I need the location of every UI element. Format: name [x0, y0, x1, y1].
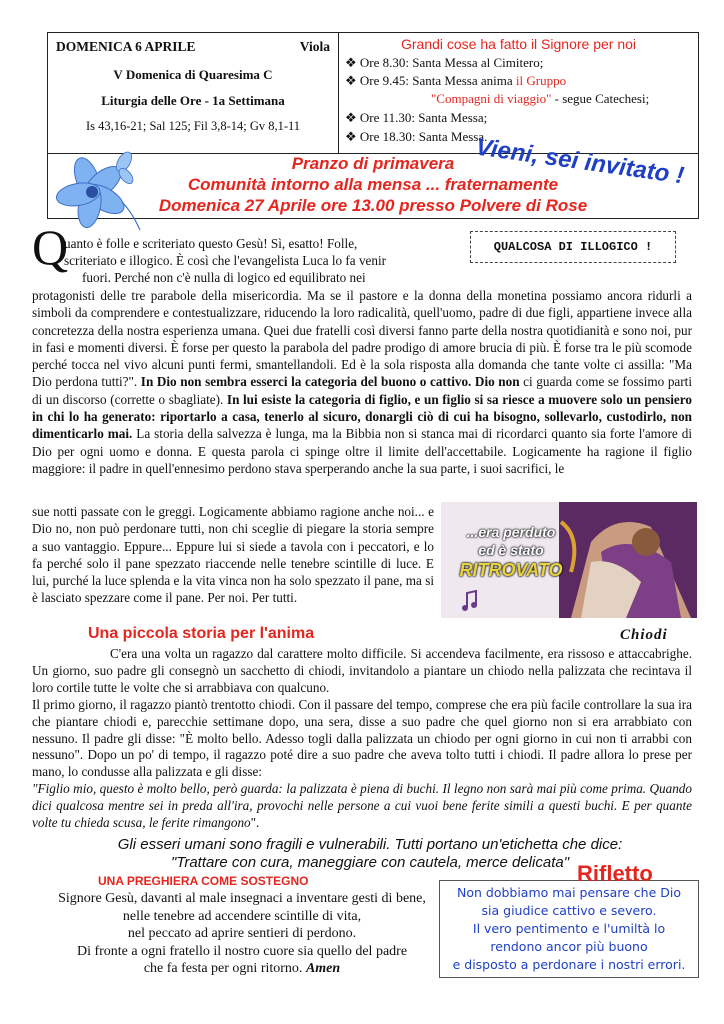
story-paragraph: Il primo giorno, il ragazzo piantò trentotto chiodi. Con il passare del tempo, comprese che era più facile controllare la sua ira che piantare chiodi e, parecchie settimane dopo, una sera, disse a suo padre che quel giorno non si era arrabbiato con nessuno. Il padre gli disse: "È molto bello. Adesso togli dalla palizzata un chiodo per ogni giorno in cui non ti arrabbi con nessuno". Dopo un po' di tempo, il ragazzo poté dire a suo padre che aveva tolto tutti i chiodi. Il padre allora lo prese per mano, lo condusse alla palizzata e gli disse:	[32, 697, 692, 780]
event-date: Domenica 27 Aprile ore 13.00 presso Polvere di Rose	[158, 196, 588, 215]
event-title: Pranzo di primavera	[291, 154, 455, 173]
mass-item: ❖ Ore 8.30: Santa Messa al Cimitero;	[345, 55, 544, 70]
image-caption: ed è stato	[478, 542, 544, 558]
article-intro-line: uanto è folle e scriteriato questo Gesù! Sì, esatto! Folle,	[64, 236, 358, 251]
mass-text: Santa Messa.	[418, 129, 488, 144]
reflection-line: Non dobbiamo mai pensare che Dio	[456, 885, 681, 900]
mass-item: ❖ Ore 11.30: Santa Messa;	[345, 110, 488, 125]
day-label: DOMENICA 6 APRILE	[56, 39, 196, 54]
prayer-amen: Amen	[305, 961, 341, 976]
drop-cap: Q	[32, 219, 69, 275]
article-text: La storia della salvezza è lunga, ma la Bibbia non si stanca mai di ricordarci quanto sia forte l'amore di Dio per ogni uomo e donna. E questa parola ci spinge oltre il limite dell'accettabile. Logicamente ha ragione il figlio maggiore: il padre in quell'ennesimo perdono stava sperperando anche la sua parte, i suoi sacrifici, le	[32, 426, 693, 476]
prayer-text	[52, 890, 432, 978]
music-note-icon	[461, 590, 479, 612]
story-paragraph: C'era una volta un ragazzo dal carattere molto difficile. Si accendeva facilmente, era rissoso e attaccabrighe. Un giorno, suo padre gli consegnò un sacchetto di chiodi, invitandolo a piantare un chiodo nella palizzata che recintava il loro cortile tutte le volte che si arrabbiava con qualcuno.	[32, 646, 692, 695]
article-intro-line: scriteriato e illogico. È così che l'evangelista Luca lo fa venir	[64, 253, 387, 268]
mass-time: Ore 8.30:	[359, 55, 410, 70]
article-body	[32, 287, 692, 477]
mass-item-continuation	[431, 91, 649, 107]
liturgy-panel	[48, 33, 339, 153]
mass-time: Ore 18.30:	[359, 129, 416, 144]
header-box	[47, 32, 699, 154]
article-emphasis: In Dio non sembra esserci la categoria del buono o cattivo. Dio non	[137, 374, 520, 390]
prayer-last-line: che fa festa per ogni ritorno.	[143, 961, 303, 976]
mass-item: ❖ Ore 9.45: Santa Messa anima il Gruppo	[345, 73, 567, 88]
group-title: "Compagni di viaggio"	[431, 91, 552, 106]
mass-title: Grandi cose ha fatto il Signore per noi	[400, 36, 637, 52]
prayer-line	[52, 960, 432, 978]
mass-text: Santa Messa al Cimitero;	[412, 55, 544, 70]
mass-time: Ore 11.30:	[359, 110, 416, 125]
prayer-line: Di fronte a ogni fratello il nostro cuore sia quello del padre	[76, 943, 408, 959]
invitation-callout: Vieni, sei invitato !	[474, 133, 686, 190]
prodigal-son-image	[441, 502, 697, 618]
story-quote	[32, 781, 692, 831]
reflection-box	[439, 880, 699, 978]
reflection-line: Il vero pentimento e l'umiltà lo	[472, 921, 666, 936]
sunday-name: V Domenica di Quaresima C	[113, 67, 273, 82]
liturgical-color: Viola	[299, 39, 330, 54]
story-subtitle: Chiodi	[620, 627, 668, 643]
quote-end: ".	[250, 814, 260, 830]
article-text: ci guarda come se fossimo parti di un discorso (corrette o sbagliate).	[32, 374, 692, 407]
prayer-line: nel peccato ad aprire sentieri di perdono.	[127, 926, 357, 941]
reflection-line: rendono ancor più buono	[490, 939, 648, 954]
prayer-line: Signore Gesù, davanti al male insegnaci a inventare gesti di bene,	[58, 891, 426, 906]
group-name: il Gruppo	[515, 73, 567, 88]
article-text: protagonisti delle tre parabole della misericordia. Ma se il pastore e la donna della monetina possiamo ancora ridurli a simboli da comprendere e contestualizzare, riducendo la loro radicalità, quell'uomo, padre di due figli, appartiene invece alla concretezza della nostra esperienza umana. Quei due fratelli così diversi fanno parte della nostra quotidianità e sono noi, pur in fasi e momenti diversi. È forse per questo la parabola del padre prodigo di amore brucia di più. È forse tra le più scomode perché tocca nel vivo alcuni punti fermi, smantellandoli. Ed è la sola risposta alla domanda che tante volte ci assilla: "Ma Dio perdona tutti?".	[32, 288, 692, 390]
prayer-line: nelle tenebre ad accendere scintille di vita,	[122, 908, 362, 924]
fragility-line: Gli esseri umani sono fragili e vulnerabili. Tutti portano un'etichetta che dice:	[117, 836, 623, 853]
mass-item: ❖ Ore 18.30: Santa Messa.	[345, 129, 488, 144]
mass-text: Santa Messa anima	[412, 73, 516, 88]
event-subtitle: Comunità intorno alla mensa ... fraternamente	[187, 175, 559, 194]
article-emphasis: In lui esiste la categoria di figlio, e un figlio si sa riesce a muovere solo un pensiero in chi lo ha generato: riportarlo a casa, tenerlo al sicuro, donargli ciò di cui ha bisogno, sollevarlo, custodirlo, non dimenticarlo mai.	[32, 391, 692, 442]
mass-panel	[339, 33, 698, 153]
mass-time: Ore 9.45:	[359, 73, 410, 88]
prayer-title: UNA PREGHIERA COME SOSTEGNO	[98, 874, 309, 888]
reflection-title: Rifletto	[577, 861, 653, 886]
story-title: Una piccola storia per l'anima	[88, 625, 315, 642]
image-caption-highlight: RITROVATO	[459, 560, 563, 580]
article-intro-line: fuori. Perché non c'è nulla di logico ed equilibrato nei	[82, 270, 366, 285]
readings: Is 43,16-21; Sal 125; Fil 3,8-14; Gv 8,1-11	[85, 119, 301, 133]
catechesis-note: - segue Catechesi;	[551, 91, 650, 106]
reflection-text	[440, 881, 698, 974]
mass-text: Santa Messa;	[418, 110, 488, 125]
image-caption: ...era perduto	[466, 524, 556, 540]
reflection-line: e disposto a perdonare i nostri errori.	[452, 957, 686, 972]
reflection-line: sia giudice cattivo e severo.	[481, 903, 657, 918]
fragility-label: "Trattare con cura, maneggiare con cautela, merce delicata"	[170, 854, 570, 871]
article-body-continued: sue notti passate con le greggi. Logicamente abbiamo ragione anche noi... e Dio no, non può perdonare tutti, non chi sceglie di piegare la storia sempre a suo vantaggio. Eppure... Eppure lui si siede a tavola con i peccatori, e lo fa perché solo il pane spezzato riaccende nelle tenebre scintille di luce. E lui, purché la luce splenda e la vita vinca non ha solo spezzato il pane, ma si è lasciato spezzare come il pane. Per noi. Per tutti.	[32, 504, 434, 606]
father-quote: "Figlio mio, questo è molto bello, però guarda: la palizzata è piena di buchi. Il legno non sarà mai più come prima. Quando dici qualcosa mentre sei in preda all'ira, provochi nelle persone a cui vuoi bene ferite simili a questi buchi. E per quante volte tu chieda scusa, le ferite rimangono	[32, 781, 692, 830]
article-title: QUALCOSA DI ILLOGICO !	[470, 231, 676, 263]
liturgy-week: Liturgia delle Ore - 1a Settimana	[101, 93, 285, 108]
